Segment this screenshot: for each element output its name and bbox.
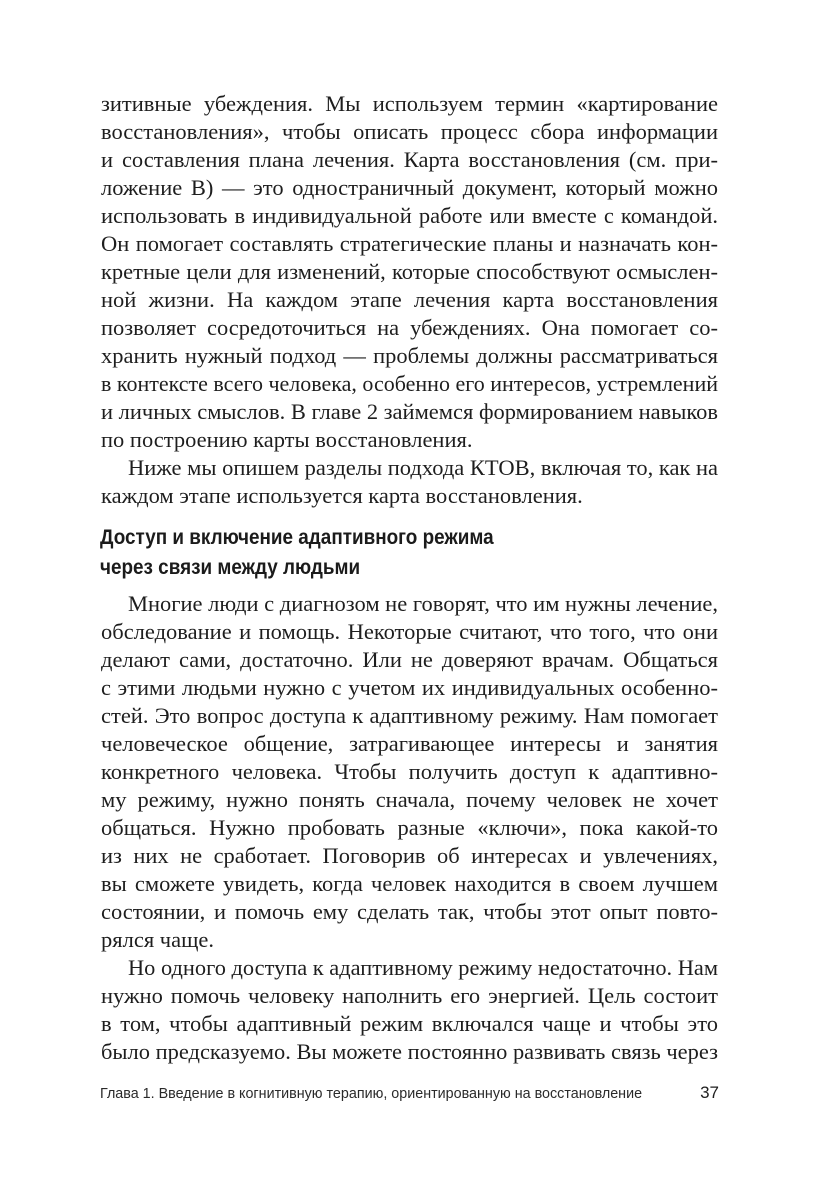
text-line: Многие люди с диагнозом не говорят, что им нужны лечение, bbox=[128, 591, 719, 616]
text-line: человеческое общение, затрагивающее интересы и занятия bbox=[101, 731, 718, 756]
text-line: рялся чаще. bbox=[101, 927, 215, 952]
text-line: с этими людьми нужно с учетом их индивидуальных особенно- bbox=[101, 675, 718, 700]
text-line: позволяет сосредоточиться на убеждениях. Она помогает со- bbox=[101, 315, 718, 340]
text-line: делают сами, достаточно. Или не доверяют врачам. Общаться bbox=[101, 647, 718, 672]
text-line: и личных смыслов. В главе 2 займемся формированием навыков bbox=[101, 399, 718, 424]
text-line: в том, чтобы адаптивный режим включался чаще и чтобы это bbox=[101, 1011, 718, 1036]
text-line: и составления плана лечения. Карта восстановления (см. при- bbox=[101, 147, 718, 172]
text-line: каждом этапе используется карта восстановления. bbox=[101, 483, 583, 508]
text-line: кретные цели для изменений, которые способствуют осмыслен- bbox=[101, 259, 718, 284]
text-line: было предсказуемо. Вы можете постоянно развивать связь через bbox=[101, 1039, 719, 1064]
text-line: Ниже мы опишем разделы подхода КТОВ, включая то, как на bbox=[128, 455, 719, 480]
text-line: зитивные убеждения. Мы используем термин «картирование bbox=[101, 91, 718, 116]
text-line: Он помогает составлять стратегические планы и назначать кон- bbox=[101, 231, 718, 256]
running-title: Глава 1. Введение в когнитивную терапию, ориентированную на восстановление bbox=[100, 1085, 643, 1102]
text-line: конкретного человека. Чтобы получить доступ к адаптивно- bbox=[101, 759, 718, 784]
text-line: общаться. Нужно пробовать разные «ключи», пока какой-то bbox=[101, 815, 718, 840]
text-line: Но одного доступа к адаптивному режиму недостаточно. Нам bbox=[128, 955, 719, 980]
text-line: восстановления», чтобы описать процесс сбора информации bbox=[101, 119, 718, 144]
text-line: стей. Это вопрос доступа к адаптивному режиму. Нам помогает bbox=[101, 703, 718, 728]
text-line: состоянии, и помочь ему сделать так, чтобы этот опыт повто- bbox=[101, 899, 718, 924]
section-heading-line: через связи между людьми bbox=[100, 556, 361, 579]
section-heading-line: Доступ и включение адаптивного режима bbox=[100, 526, 494, 549]
text-line: нужно помочь человеку наполнить его энергией. Цель состоит bbox=[101, 983, 718, 1008]
text-line: обследование и помощь. Некоторые считают, что того, что они bbox=[101, 619, 718, 644]
page-number: 37 bbox=[700, 1083, 719, 1102]
text-line: хранить нужный подход — проблемы должны рассматриваться bbox=[101, 343, 718, 368]
text-line: ложение В) — это одностраничный документ, который можно bbox=[101, 175, 718, 200]
text-line: в контексте всего человека, особенно его интересов, устремлений bbox=[101, 371, 719, 396]
text-line: по построению карты восстановления. bbox=[101, 427, 473, 452]
text-line: использовать в индивидуальной работе или вместе с командой. bbox=[101, 203, 718, 228]
text-line: вы сможете увидеть, когда человек находится в своем лучшем bbox=[101, 871, 718, 896]
text-line: ной жизни. На каждом этапе лечения карта восстановления bbox=[101, 287, 718, 312]
text-line: му режиму, нужно понять сначала, почему человек не хочет bbox=[101, 787, 718, 812]
text-line: из них не сработает. Поговорив об интересах и увлечениях, bbox=[101, 843, 718, 868]
